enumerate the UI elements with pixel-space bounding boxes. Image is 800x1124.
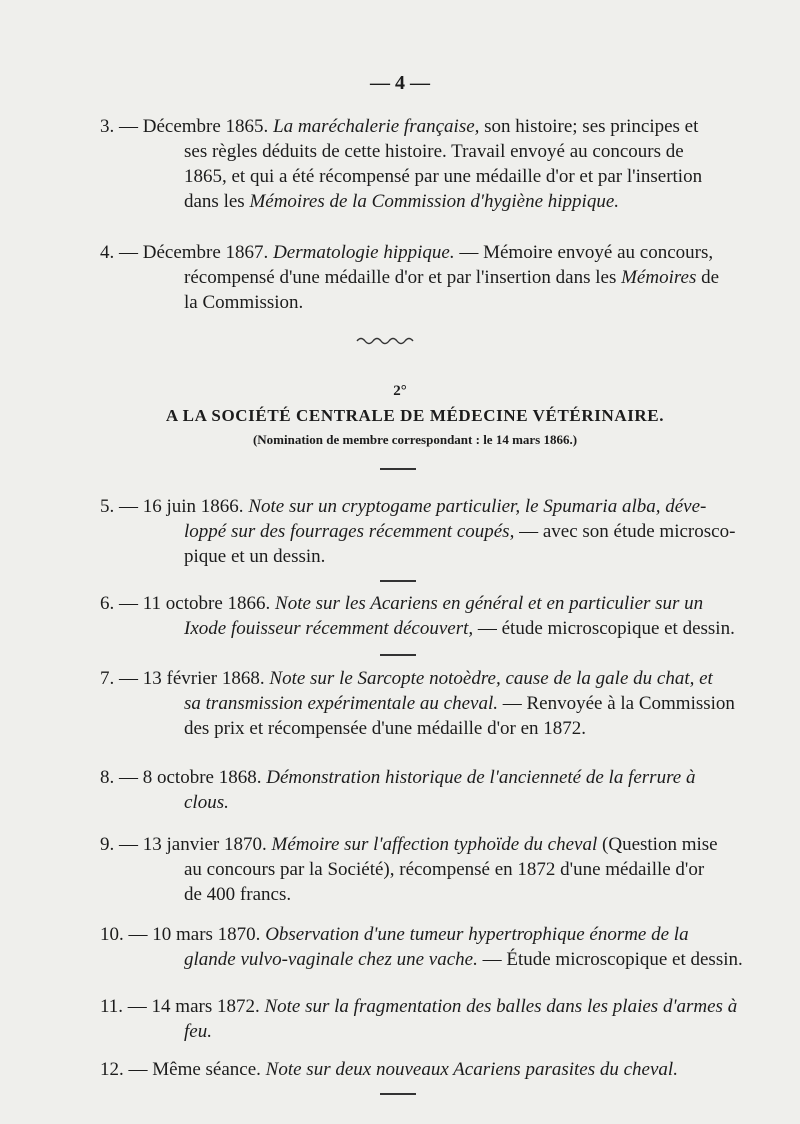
- entry-text: pique et un dessin.: [184, 546, 326, 567]
- separator-rule: [380, 580, 416, 582]
- entry-date: — Décembre 1865.: [119, 116, 269, 137]
- entry-title: Note sur la fragmentation des balles dans les plaies d'armes à: [264, 996, 738, 1017]
- ornament-divider: [355, 336, 415, 346]
- entry-number: 10.: [100, 924, 124, 945]
- entry-9: [100, 832, 748, 907]
- entry-date: — 13 janvier 1870.: [119, 834, 267, 855]
- entry-4-line-2: [100, 265, 748, 290]
- entry-6-line-1: [100, 591, 748, 616]
- section-number: 2°: [393, 383, 407, 399]
- entry-title: Note sur deux nouveaux Acariens parasites du cheval.: [265, 1059, 678, 1080]
- entry-number: 9.: [100, 834, 115, 855]
- entry-7: [100, 666, 748, 741]
- entry-title: Note sur les Acariens en général et en particulier sur un: [275, 593, 704, 614]
- entry-date: — 14 mars 1872.: [127, 996, 260, 1017]
- entry-date: — 11 octobre 1866.: [119, 593, 271, 614]
- entry-italic-text: déve-: [665, 496, 707, 517]
- entry-italic-text: cause de la gale du chat,: [505, 668, 695, 689]
- section-subtitle: (Nomination de membre correspondant : le 14 mars 1866.): [252, 432, 578, 447]
- entry-date: — Même séance.: [128, 1059, 261, 1080]
- entry-text: au concours par la Société), récompensé en 1872 d'une médaille d'or: [184, 859, 705, 880]
- entry-number: 11.: [100, 996, 124, 1017]
- entry-number: 8.: [100, 767, 115, 788]
- entry-10: [100, 922, 748, 972]
- entry-text: (Question mise: [602, 834, 718, 855]
- page-number: — 4 —: [370, 72, 430, 94]
- entry-number: 5.: [100, 496, 115, 517]
- separator-rule: [380, 1093, 416, 1095]
- entry-italic-text: feu.: [184, 1021, 212, 1042]
- entry-text: de 400 francs.: [184, 884, 292, 905]
- entry-text: la Commission.: [184, 292, 304, 313]
- entry-title: Mémoire sur l'affection typhoïde du cheval: [271, 834, 598, 855]
- entry-8-line-1: [100, 765, 748, 790]
- entry-7-line-1: [100, 666, 748, 691]
- entry-11-line-1: [100, 994, 748, 1019]
- entry-title: Dermatologie hippique.: [273, 242, 455, 263]
- entry-date: — 16 juin 1866.: [119, 496, 244, 517]
- section-title: A LA SOCIÉTÉ CENTRALE DE MÉDECINE VÉTÉRINAIRE.: [165, 406, 665, 425]
- entry-date: — 10 mars 1870.: [128, 924, 261, 945]
- entry-number: 6.: [100, 593, 115, 614]
- entry-3-line-1: [100, 114, 748, 139]
- entry-12: [100, 1057, 748, 1082]
- entry-title: La maréchalerie française,: [273, 116, 480, 137]
- entry-date: — Décembre 1867.: [119, 242, 269, 263]
- entry-italic-text: sa transmission expérimentale au cheval.: [184, 693, 498, 714]
- entry-10-line-2: [100, 947, 748, 972]
- separator-rule: [380, 468, 416, 470]
- entry-9-line-1: [100, 832, 748, 857]
- entry-italic-text: loppé sur des fourrages récemment coupés,: [184, 521, 515, 542]
- entry-4-line-1: [100, 240, 748, 265]
- entry-italic-text: Mémoires: [621, 267, 697, 288]
- entry-8: [100, 765, 748, 815]
- entry-6-line-2: [100, 616, 748, 641]
- entry-italic-text: Mémoires de la Commission d'hygiène hippique.: [249, 191, 620, 212]
- entry-italic-text: clous.: [184, 792, 229, 813]
- entry-number: 4.: [100, 242, 115, 263]
- entry-3-line-4: [100, 189, 748, 214]
- entry-text: récompensé d'une médaille d'or et par l'insertion dans les: [184, 267, 617, 288]
- entry-5: [100, 494, 748, 569]
- entry-10-line-1: [100, 922, 748, 947]
- entry-text: des prix et récompensée d'une médaille d'or en 1872.: [184, 718, 587, 739]
- entry-date: — 8 octobre 1868.: [119, 767, 262, 788]
- entry-italic-text: et: [699, 668, 713, 689]
- entry-text: — avec son étude microsco-: [519, 521, 736, 542]
- separator-rule: [380, 654, 416, 656]
- entry-text: — Renvoyée à la Commission: [502, 693, 735, 714]
- entry-title: Observation d'une tumeur hypertrophique énorme de la: [265, 924, 689, 945]
- entry-number: 3.: [100, 116, 115, 137]
- entry-italic-text: glande vulvo-vaginale chez une vache.: [184, 949, 478, 970]
- entry-text: — Étude microscopique et dessin.: [482, 949, 743, 970]
- entry-title: Démonstration historique de l'ancienneté de la ferrure à: [266, 767, 696, 788]
- entry-7-line-2: [100, 691, 748, 716]
- entry-title: Note sur un cryptogame particulier, le Spumaria alba,: [248, 496, 661, 517]
- entry-12-line-1: [100, 1057, 748, 1082]
- entry-title: Note sur le Sarcopte notoèdre,: [269, 668, 501, 689]
- entry-4: [100, 240, 748, 315]
- entry-text: son histoire; ses principes et: [484, 116, 699, 137]
- entry-3: [100, 114, 748, 214]
- entry-text: 1865, et qui a été récompensé par une médaille d'or et par l'insertion: [184, 166, 703, 187]
- entry-date: — 13 février 1868.: [119, 668, 265, 689]
- entry-text: de: [701, 267, 720, 288]
- entry-text: — Mémoire envoyé au concours,: [459, 242, 714, 263]
- entry-italic-text: Ixode fouisseur récemment découvert,: [184, 618, 474, 639]
- entry-text: ses règles déduits de cette histoire. Travail envoyé au concours de: [184, 141, 684, 162]
- entry-text: — étude microscopique et dessin.: [477, 618, 735, 639]
- entry-text: dans les: [184, 191, 245, 212]
- entry-number: 7.: [100, 668, 115, 689]
- entry-11: [100, 994, 748, 1044]
- entry-5-line-1: [100, 494, 748, 519]
- entry-number: 12.: [100, 1059, 124, 1080]
- entry-5-line-2: [100, 519, 748, 544]
- entry-6: [100, 591, 748, 641]
